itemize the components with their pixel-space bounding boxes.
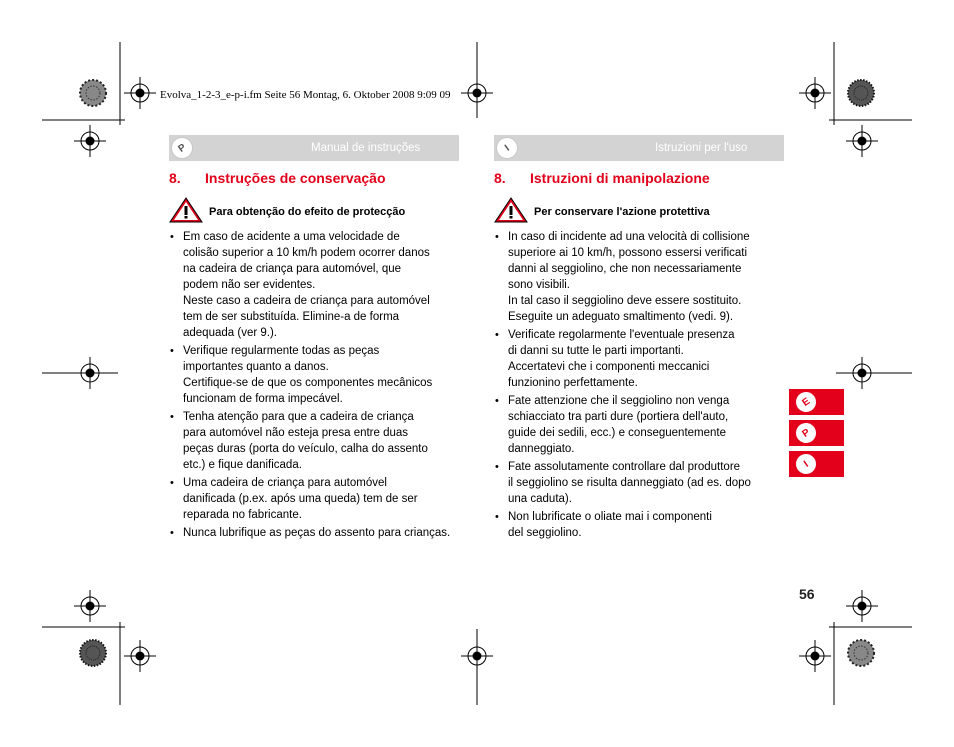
- language-bar-portuguese: [169, 135, 459, 161]
- color-target-icon: [848, 80, 874, 106]
- list-item-line: del seggiolino.: [508, 527, 582, 539]
- list-item: [494, 327, 784, 391]
- list-item-line: • In caso di incidente ad una velocità di collisione: [508, 231, 750, 243]
- list-item-line: danneggiato.: [508, 443, 575, 455]
- section-title: Instruções de conservação: [205, 170, 386, 186]
- list-item-line: peças duras (porta do veículo, calha do assento: [183, 443, 428, 455]
- list-item-line: funcionam de forma impecável.: [183, 393, 343, 405]
- print-slug: Evolva_1-2-3_e-p-i.fm Seite 56 Montag, 6. Oktober 2008 9:09 09: [160, 89, 451, 101]
- registration-mark-icon: [461, 640, 493, 672]
- list-item-line: Certifique-se de que os componentes mecânicos: [183, 377, 433, 389]
- list-item-line: colisão superior a 10 km/h podem ocorrer danos: [183, 247, 430, 259]
- bar-title: Manual de instruções: [311, 142, 421, 154]
- list-item-line: funzionino perfettamente.: [508, 377, 638, 389]
- warning-triangle-icon: [168, 196, 204, 224]
- color-target-icon: [848, 640, 874, 666]
- list-item-line: • Fate attenzione che il seggiolino non venga: [508, 395, 730, 407]
- list-item-line: • Fate assolutamente controllare dal produttore: [508, 461, 741, 473]
- list-item-line: di danni su tutte le parti importanti.: [508, 345, 684, 357]
- list-item: [169, 475, 469, 523]
- list-item-line: tem de ser substituída. Elimine-a de forma: [183, 311, 400, 323]
- list-item-line: Eseguite un adeguato smaltimento (vedi. 9).: [508, 311, 734, 323]
- registration-mark-icon: [846, 590, 878, 622]
- list-item-line: reparada no fabricante.: [183, 509, 302, 521]
- color-target-icon: [80, 640, 106, 666]
- language-tab-i[interactable]: [789, 451, 844, 477]
- list-item: [494, 509, 784, 541]
- list-item-line: In tal caso il seggiolino deve essere sostituito.: [508, 295, 742, 307]
- list-item-line: danni al seggiolino, che non necessariamente: [508, 263, 742, 275]
- section-number: 8.: [169, 170, 181, 186]
- language-tab-p[interactable]: [789, 420, 844, 446]
- list-item: [494, 393, 784, 457]
- list-item-line: danificada (p.ex. após uma queda) tem de ser: [183, 493, 418, 505]
- list-item-line: para automóvel não esteja presa entre duas: [183, 427, 409, 439]
- page-number: 56: [799, 586, 815, 602]
- list-item-line: • Non lubrificate o oliate mai i componenti: [508, 511, 712, 523]
- list-item-line: Neste caso a cadeira de criança para automóvel: [183, 295, 430, 307]
- list-item-line: importantes quanto a danos.: [183, 361, 329, 373]
- registration-mark-icon: [74, 125, 106, 157]
- registration-mark-icon: [124, 77, 156, 109]
- list-item-line: • Verifique regularmente todas as peças: [183, 345, 380, 357]
- bar-title: Istruzioni per l'uso: [655, 142, 748, 154]
- warning-triangle-icon: [493, 196, 529, 224]
- list-item-line: una caduta).: [508, 493, 572, 505]
- list-item: [494, 459, 784, 507]
- list-item-line: • Em caso de acidente a uma velocidade de: [183, 231, 400, 243]
- list-item: [169, 343, 469, 407]
- list-item-line: • Tenha atenção para que a cadeira de criança: [183, 411, 414, 423]
- list-item-line: • Verificate regolarmente l'eventuale presenza: [508, 329, 735, 341]
- list-item: [169, 525, 469, 541]
- list-item: [169, 409, 469, 473]
- tab-letter: I: [792, 450, 820, 478]
- tab-letter: E: [792, 388, 820, 416]
- warning-title: Para obtenção do efeito de protecção: [209, 206, 406, 218]
- list-item-line: il seggiolino se risulta danneggiato (ad es. dopo: [508, 477, 751, 489]
- list-item: [494, 229, 784, 325]
- color-target-icon: [80, 80, 106, 106]
- tab-letter: P: [792, 419, 820, 447]
- registration-mark-icon: [846, 357, 878, 389]
- section-number: 8.: [494, 170, 506, 186]
- registration-mark-icon: [124, 640, 156, 672]
- list-item-line: sono visibili.: [508, 279, 570, 291]
- language-bar-italian: [494, 135, 784, 161]
- list-item-line: podem não ser evidentes.: [183, 279, 316, 291]
- warning-title: Per conservare l'azione protettiva: [534, 206, 710, 218]
- list-item-line: adequada (ver 9.).: [183, 327, 277, 339]
- list-item-line: Accertatevi che i componenti meccanici: [508, 361, 710, 373]
- language-tab-e[interactable]: [789, 389, 844, 415]
- bullet-list: [494, 229, 784, 543]
- registration-mark-icon: [74, 357, 106, 389]
- language-badge: I: [492, 133, 523, 164]
- registration-mark-icon: [799, 77, 831, 109]
- list-item-line: guide dei sedili, ecc.) e conseguentemente: [508, 427, 727, 439]
- registration-mark-icon: [74, 590, 106, 622]
- registration-mark-icon: [846, 125, 878, 157]
- list-item-line: schiacciato tra parti dure (portiera dell'auto,: [508, 411, 729, 423]
- list-item-line: • Nunca lubrifique as peças do assento para crianças.: [183, 527, 451, 539]
- list-item-line: na cadeira de criança para automóvel, que: [183, 263, 402, 275]
- list-item-line: etc.) e fique danificada.: [183, 459, 302, 471]
- list-item: [169, 229, 469, 341]
- list-item-line: superiore ai 10 km/h, possono essersi verificati: [508, 247, 748, 259]
- list-item-line: • Uma cadeira de criança para automóvel: [183, 477, 387, 489]
- registration-mark-icon: [799, 640, 831, 672]
- section-title: Istruzioni di manipolazione: [530, 170, 710, 186]
- language-badge: P: [167, 133, 198, 164]
- registration-mark-icon: [461, 77, 493, 109]
- bullet-list: [169, 229, 469, 543]
